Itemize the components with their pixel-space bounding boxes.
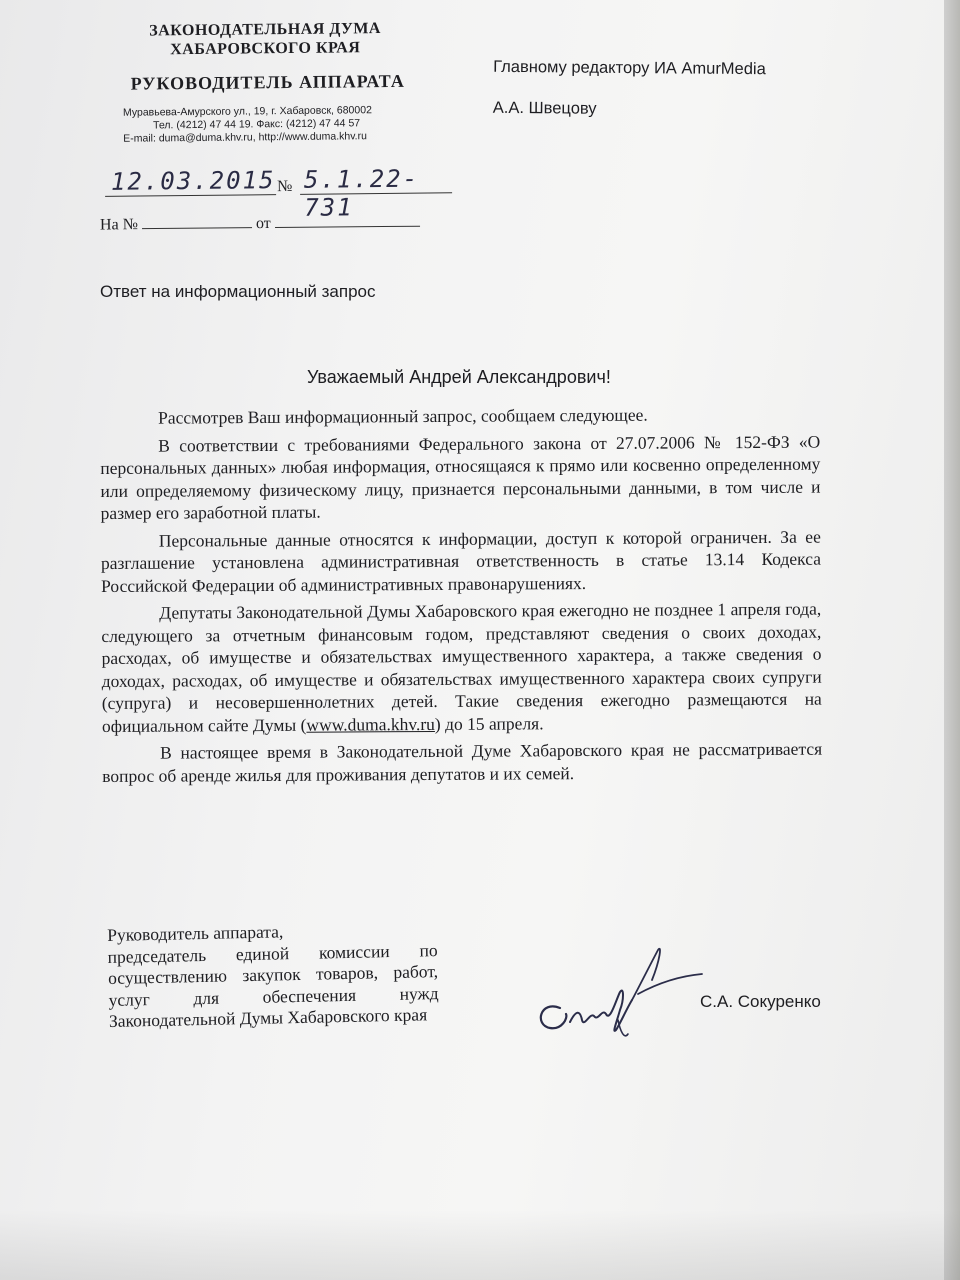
body-paragraph: В соответствии с требованиями Федерального закона от 27.07.2006 № 152-ФЗ «О персональных данных» любая информация, относящаяся к прямо или косвенно определенному или определяемому физическому лицу, признается персональными данными, в том числе и размер его заработной платы.: [100, 431, 821, 523]
letterhead-address: Муравьева-Амурского ул., 19, г. Хабаровск, 680002: [122, 104, 372, 119]
addressee-name: А.А. Швецову: [492, 98, 597, 118]
duma-website-link: www.duma.khv.ru: [306, 713, 435, 735]
reference-number-blank: [142, 213, 252, 229]
letterhead: [100, 18, 461, 146]
reference-number-label: На №: [99, 216, 139, 234]
body-paragraph: [101, 598, 822, 737]
reference-date-label: от: [255, 214, 271, 233]
registration-row: [105, 162, 465, 222]
handwritten-signature: [520, 930, 710, 1050]
page-bottom-shadow: [0, 1210, 960, 1280]
signatory-title: [107, 918, 439, 1032]
addressee-position: Главному редактору ИА AmurMedia: [493, 57, 766, 79]
letterhead-organization: [140, 19, 390, 60]
page-edge-shadow: [944, 0, 960, 1280]
registration-date: 12.03.2015: [105, 166, 276, 197]
letterhead-title: РУКОВОДИТЕЛЬ АППАРАТА: [130, 70, 405, 94]
letter-subject: Ответ на информационный запрос: [100, 282, 376, 301]
signatory-title-line2: председатель единой комиссии по осуществлению закупок товаров, работ, услуг для обеспечения нужд Законодательной Думы Хабаровского края: [107, 939, 439, 1031]
letterhead-email-web: E-mail: duma@duma.khv.ru, http://www.duma.khv.ru: [123, 130, 367, 145]
salutation: Уважаемый Андрей Александрович!: [307, 367, 611, 387]
body-paragraph: В настоящее время в Законодательной Думе Хабаровского края не рассматривается вопрос об аренде жилья для проживания депутатов и их семей.: [102, 738, 823, 786]
registration-number-sign: №: [276, 177, 293, 196]
body-text: Депутаты Законодательной Думы Хабаровского края ежегодно не позднее 1 апреля года, следующего за отчетным финансовым годом, представляют сведения о своих доходах, расходах, об имуществе и обязательствах имущественного характера, а также сведения о доходах, расходах, об имуществе и обязательствах имущественного характера своих супруги (супруга) и несовершеннолетних детей. Такие сведения ежегодно размещаются на официальном сайте Думы (: [101, 598, 822, 736]
signer-name: С.А. Сокуренко: [700, 992, 821, 1011]
body-paragraph: Персональные данные относятся к информации, доступ к которой ограничен. За ее разглашение установлена административная ответственность в статье 13.14 Кодекса Российской Федерации об административных правонарушениях.: [100, 526, 822, 596]
reference-date-blank: [275, 212, 420, 228]
letter-body: [100, 403, 822, 787]
body-text: ) до 15 апреля.: [434, 712, 544, 734]
signatory-title-line1: Руководитель аппарата,: [107, 921, 284, 945]
addressee: [493, 55, 766, 123]
registration-number: 5.1.22-731: [300, 164, 452, 195]
letterhead-org-line2: ХАБАРОВСКОГО КРАЯ: [170, 39, 361, 59]
reference-row: [100, 212, 440, 235]
letterhead-contacts: [123, 103, 461, 146]
letterhead-phones: Тел. (4212) 47 44 19. Факс: (4212) 47 44 57: [153, 117, 361, 132]
body-paragraph: Рассмотрев Ваш информационный запрос, сообщаем следующее.: [158, 404, 648, 428]
letterhead-org-line1: ЗАКОНОДАТЕЛЬНАЯ ДУМА: [149, 20, 382, 40]
